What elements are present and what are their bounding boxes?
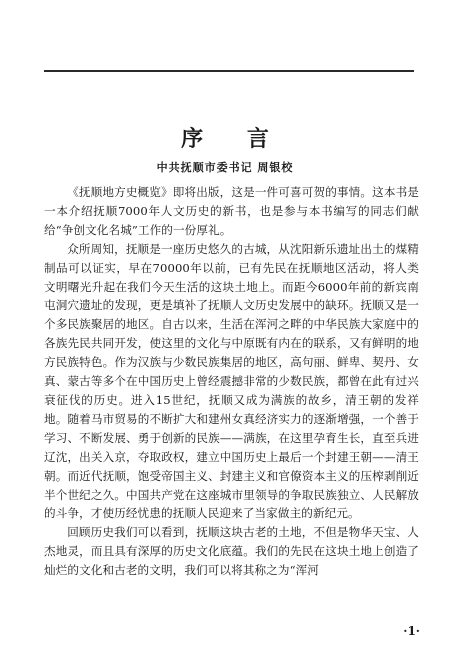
author-byline: 中共抚顺市委书记 周银校	[156, 161, 294, 174]
page-number: ·1·	[403, 624, 420, 638]
paragraph: 回顾历史我们可以看到，抚顺这块古老的土地，不但是物华天宝、人杰地灵，而且具有深厚的历史文化底蕴。我们的先民在这块土地上创造了灿烂的文化和古老的文明，我们可以将其称之为“浑河	[44, 525, 419, 578]
paragraph: 众所周知，抚顺是一座历史悠久的古城，从沈阳新乐遗址出土的煤精制品可以证实，早在70000年以前，已有先民在抚顺地区活动，将人类文明曙光升起在我们今天生活的这块土地上。而距今6000年前的新宾南屯洞穴遗址的发现，更是填补了抚顺人文历史发展中的缺环。抚顺又是一个多民族聚居的地区。自古以来，生活在浑河之畔的中华民族大家庭中的各族先民共同开发，使这里的文化与中原既有内在的联系，又有鲜明的地方民族特色。作为汉族与少数民族集居的地区，高句丽、鲜卑、契丹、女真、蒙古等多个在中国历史上曾经震撼非常的少数民族，都曾在此有过兴衰征伐的历史。进入15世纪，抚顺又成为满族的故乡，清王朝的发祥地。随着马市贸易的不断扩大和建州女真经济实力的逐渐增强，一个善于学习、不断发展、勇于创新的民族——满族，在这里孕育生长，直至兵进辽沈，出关入京，夺取政权，建立中国历史上最后一个封建王朝——清王朝。而近代抚顺，饱受帝国主义、封建主义和官僚资本主义的压榨剥削近半个世纪之久。中国共产党在这座城市里领导的争取民族独立、人民解放的斗争，才使历经忧患的抚顺人民迎来了当家做主的新纪元。	[44, 241, 419, 521]
top-rule	[44, 70, 414, 72]
page-title: 序 言	[181, 126, 287, 152]
body-text	[44, 183, 419, 580]
paragraph: 《抚顺地方史概览》即将出版，这是一件可喜可贺的事情。这本书是一本介绍抚顺7000年人文历史的新书，也是参与本书编写的同志们献给“争创文化名城”工作的一份厚礼。	[44, 185, 419, 237]
